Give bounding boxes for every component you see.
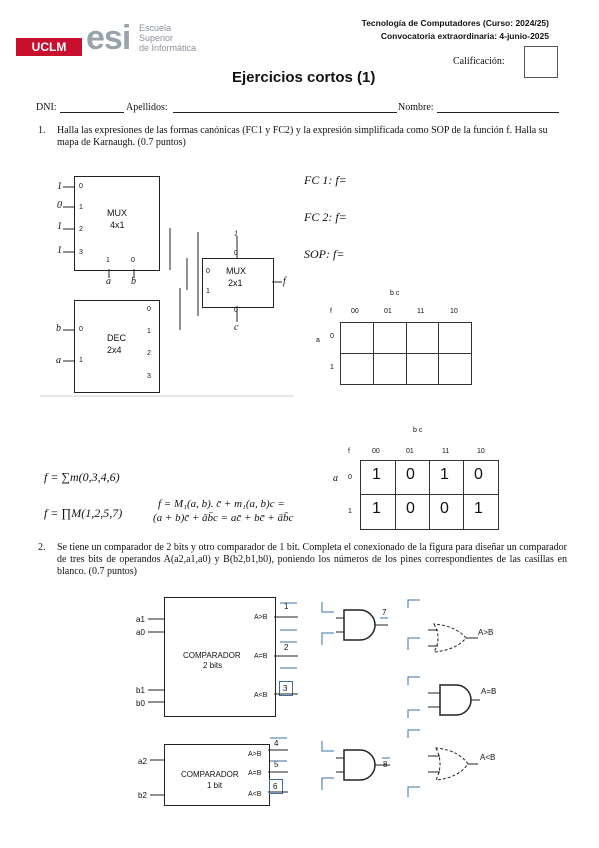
mux2-output: f [283, 276, 286, 287]
decoder-out-pin: 1 [147, 328, 151, 335]
kmap-sol-col: 00 [372, 448, 380, 455]
mux2-label: MUX [226, 266, 246, 276]
solution-simplified-2: (a + b)c̄ + āb̄c = ac̄ + bc̄ + āb̄c [153, 512, 294, 524]
or-gate-greater-label: A>B [478, 628, 494, 637]
sop-answer[interactable]: SOP: f= [304, 247, 345, 261]
page-title: Ejercicios cortos (1) [232, 69, 376, 86]
kmap-blank-grid[interactable] [340, 322, 472, 385]
comparator-1bit-output: A>B [248, 751, 262, 758]
kmap-blank-rowvar: a [316, 337, 320, 344]
mux2-bottom-pin: 0 [234, 307, 238, 314]
kmap-sol-value: 0 [406, 500, 415, 517]
kmap-blank-row: 1 [330, 364, 334, 371]
uclm-logo-text: UCLM [31, 40, 67, 54]
grade-label: Calificación: [453, 56, 505, 67]
mux4-input: 0 [57, 200, 62, 211]
fc2-answer[interactable]: FC 2: f= [304, 210, 347, 224]
q2-gates [0, 590, 599, 848]
kmap-sol-value: 1 [372, 466, 381, 483]
comparator-1bit-size: 1 bit [207, 781, 223, 790]
decoder-out-pin: 2 [147, 350, 151, 357]
mux2-pin: 0 [206, 268, 210, 275]
comparator-2bit-output: A>B [254, 614, 268, 621]
mux4-input: 1 [57, 221, 62, 232]
mux4-sel-pin: 0 [131, 257, 135, 264]
decoder-out-pin: 0 [147, 306, 151, 313]
decoder-out-pin: 3 [147, 373, 151, 380]
mux4-pin: 0 [79, 183, 83, 190]
comparator-2bit-output: A=B [254, 653, 268, 660]
mux4-sel-pin: 1 [106, 257, 110, 264]
decoder-in-pin: 1 [79, 357, 83, 364]
course-title: Tecnología de Computadores (Curso: 2024/25) [361, 18, 549, 28]
solution-simplified-1: f = M₁(a, b). c̄ + m₁(a, b)c = [158, 498, 285, 510]
kmap-blank-corner: f [330, 308, 332, 315]
and-gate-output-pin: 7 [382, 608, 387, 617]
mux2-label-size: 2x1 [228, 278, 243, 288]
kmap-blank-col: 00 [351, 308, 359, 315]
kmap-sol-top: b c [413, 427, 423, 434]
kmap-sol-col: 11 [442, 448, 450, 455]
mux4-sel-label: a [106, 276, 111, 287]
fc1-answer[interactable]: FC 1: f= [304, 173, 347, 187]
kmap-blank-top: b c [390, 290, 400, 297]
kmap-sol-value: 1 [440, 466, 449, 483]
comparator-2bit-output: A<B [254, 692, 268, 699]
kmap-sol-col: 10 [477, 448, 485, 455]
mux4-input: 1 [57, 245, 62, 256]
pin-number: 3 [283, 684, 288, 693]
solution-product: f = ∏M(1,2,5,7) [44, 506, 123, 520]
q2-text: Se tiene un comparador de 2 bits y otro comparador de 1 bit. Completa el conexionado de la figura para diseñar un comparador de tres bits de operandos A(a2,a1,a0) y B(b2,b1,b0), poniendo los números de los pines correspondientes de las casillas en blanco. (0.7 puntos) [57, 542, 567, 577]
comparator-2bit-input: a0 [136, 628, 145, 637]
comparator-2bit-input: b1 [136, 686, 145, 695]
mux4-sel-label: b [131, 276, 136, 287]
pin-number: 1 [284, 602, 289, 611]
q2-number: 2. [38, 542, 46, 553]
mux4-pin: 2 [79, 226, 83, 233]
school-line: Escuela [139, 23, 172, 33]
kmap-sol-row: 0 [348, 474, 352, 481]
kmap-blank-col: 11 [417, 308, 425, 315]
comparator-2bit-label: COMPARADOR [183, 651, 241, 660]
decoder-input: a [56, 355, 61, 366]
mux2-top-pin: 0 [234, 250, 238, 257]
kmap-sol-value: 0 [474, 466, 483, 483]
decoder-in-pin: 0 [79, 326, 83, 333]
and-gate-equal-label: A=B [481, 687, 497, 696]
mux4-label: MUX [107, 208, 127, 218]
kmap-sol-row: 1 [348, 508, 352, 515]
kmap-blank-col: 10 [450, 308, 458, 315]
solution-sum: f = ∑m(0,3,4,6) [44, 470, 120, 484]
kmap-sol-col: 01 [406, 448, 414, 455]
mux2-top-input: 1 [234, 229, 238, 238]
school-line: de Informática [139, 43, 197, 53]
decoder-label: DEC [107, 333, 127, 343]
mux4-input: 1 [57, 181, 62, 192]
esi-logo-text: esi [86, 19, 131, 57]
apellidos-label: Apellidos: [126, 102, 168, 113]
nombre-label: Nombre: [398, 102, 434, 113]
and-gate-output-pin: 8 [383, 760, 388, 769]
comparator-1bit-input: a2 [138, 757, 147, 766]
decoder-label-size: 2x4 [107, 345, 122, 355]
kmap-blank-col: 01 [384, 308, 392, 315]
kmap-sol-value: 1 [372, 500, 381, 517]
kmap-blank-row: 0 [330, 333, 334, 340]
pin-number: 5 [274, 760, 279, 769]
mux4-label-size: 4x1 [110, 220, 125, 230]
kmap-sol-value: 0 [440, 500, 449, 517]
q1-wiring [0, 0, 599, 420]
mux4-pin: 1 [79, 204, 83, 211]
comparator-1bit-output: A=B [248, 770, 262, 777]
q1-text: Halla las expresiones de las formas canónicas (FC1 y FC2) y la expresión simplificada como SOP de la función f. Halla su mapa de Karnaugh. (0.7 puntos) [57, 125, 548, 148]
exam-date: Convocatoria extraordinaria: 4-junio-2025 [380, 31, 549, 41]
decoder-input: b [56, 323, 61, 334]
kmap-sol-value: 0 [406, 466, 415, 483]
comparator-1bit-output: A<B [248, 791, 262, 798]
pin-number: 4 [274, 739, 279, 748]
pin-number: 2 [284, 643, 289, 652]
school-line: Superior [139, 33, 174, 43]
mux2-select-input: c [234, 322, 239, 333]
mux4-pin: 3 [79, 249, 83, 256]
comparator-1bit-input: b2 [138, 791, 147, 800]
or-gate-less-label: A<B [480, 753, 496, 762]
kmap-sol-corner: f [348, 448, 350, 455]
kmap-sol-value: 1 [474, 500, 483, 517]
comparator-2bit-size: 2 bits [203, 661, 223, 670]
pin-number: 6 [273, 782, 278, 791]
kmap-sol-rowvar: a [333, 473, 338, 484]
q1-number: 1. [38, 125, 46, 136]
mux2-pin: 1 [206, 288, 210, 295]
dni-label: DNI: [36, 102, 57, 113]
comparator-2bit-input: a1 [136, 615, 145, 624]
comparator-2bit-input: b0 [136, 699, 145, 708]
comparator-1bit-label: COMPARADOR [181, 770, 239, 779]
